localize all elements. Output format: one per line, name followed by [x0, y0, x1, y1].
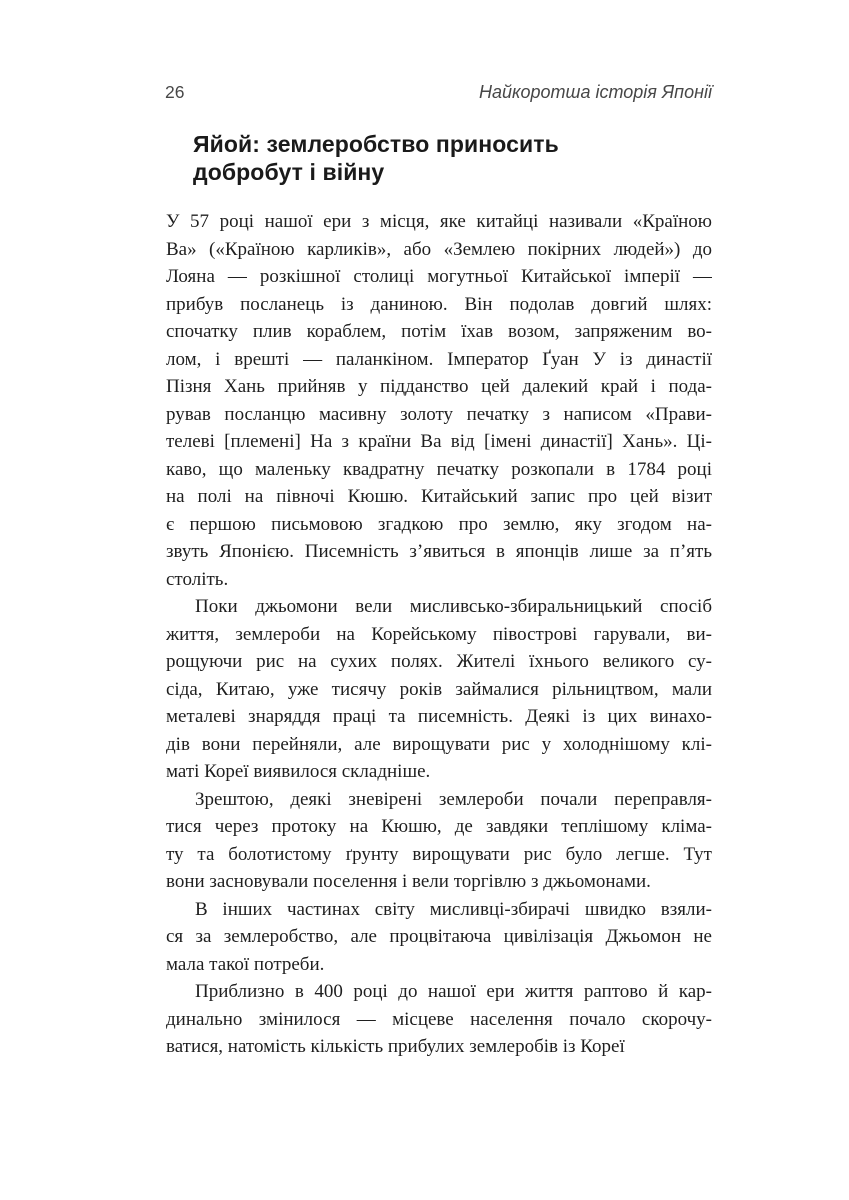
body-line: є першою письмовою згадкою про землю, яку згодом на-: [166, 513, 712, 535]
body-line: металеві знаряддя праці та писемність. Деякі із цих винахо-: [166, 706, 712, 727]
body-line: Лояна — розкішної столиці могутньої Китайської імперії —: [166, 266, 712, 287]
body-line: ся за землеробство, але процвітаюча цивілізація Джьомон не: [166, 926, 712, 947]
body-line: лом, і врешті — паланкіном. Імператор Ґуан У із династії: [166, 348, 712, 370]
section-heading: [193, 130, 559, 186]
body-line: вони засновували поселення і вели торгівлю з джьомонами.: [166, 871, 651, 892]
body-line: сіда, Китаю, уже тисячу років займалися рільництвом, мали: [166, 678, 712, 700]
body-line: тися через протоку на Кюшю, де завдяки теплішому кліма-: [166, 816, 712, 837]
running-title: Найкоротша історія Японії: [478, 82, 712, 102]
section-heading-line-1: Яйой: землеробство приносить: [193, 131, 559, 157]
body-line: дів вони перейняли, але вирощувати рис у холоднішому клі-: [166, 733, 712, 755]
body-text: [166, 208, 712, 1061]
section-heading-line-2: добробут і війну: [193, 159, 385, 185]
body-line: телеві [племені] На з країни Ва від [імені династії] Хань». Ці-: [166, 431, 712, 452]
page-number: 26: [165, 82, 185, 102]
body-line: Приблизно в 400 році до нашої ери життя раптово й кар-: [195, 981, 712, 1002]
body-line: на полі на півночі Кюшю. Китайський запис про цей візит: [166, 486, 712, 507]
body-line: Поки джьомони вели мисливсько-збиральницький спосіб: [195, 596, 712, 617]
body-line: каво, що маленьку квадратну печатку розкопали в 1784 році: [166, 458, 712, 480]
body-line: Пізня Хань прийняв у підданство цей далекий край і пода-: [166, 376, 712, 397]
body-line: динально змінилося — місцеве населення почало скорочу-: [166, 1008, 712, 1030]
body-line: рощуючи рис на сухих полях. Жителі їхнього великого су-: [166, 651, 712, 672]
body-line: прибув посланець із даниною. Він подолав довгий шлях:: [166, 293, 712, 315]
body-line: життя, землероби на Корейському півострові гарували, ви-: [166, 623, 712, 645]
body-line: ту та болотистому ґрунту вирощувати рис було легше. Тут: [166, 843, 712, 865]
body-line: У 57 році нашої ери з місця, яке китайці називали «Країною: [166, 211, 712, 232]
body-line: Ва» («Країною карликів», або «Землею покірних людей») до: [166, 238, 712, 260]
body-line: Зрештою, деякі зневірені землероби почали переправля-: [195, 788, 712, 810]
page-header: [165, 82, 712, 102]
body-line: мала такої потреби.: [166, 953, 325, 975]
body-line: століть.: [166, 568, 229, 590]
body-line: маті Кореї виявилося складніше.: [166, 761, 431, 782]
body-line: ватися, натомість кількість прибулих землеробів із Кореї: [166, 1036, 625, 1057]
body-line: рував посланцю масивну золоту печатку з написом «Прави-: [166, 403, 712, 425]
body-line: звуть Японією. Писемність з’явиться в японців лише за п’ять: [166, 541, 712, 562]
body-line: спочатку плив кораблем, потім їхав возом, запряженим во-: [166, 321, 712, 342]
body-line: В інших частинах світу мисливці-збирачі швидко взяли-: [195, 898, 712, 920]
